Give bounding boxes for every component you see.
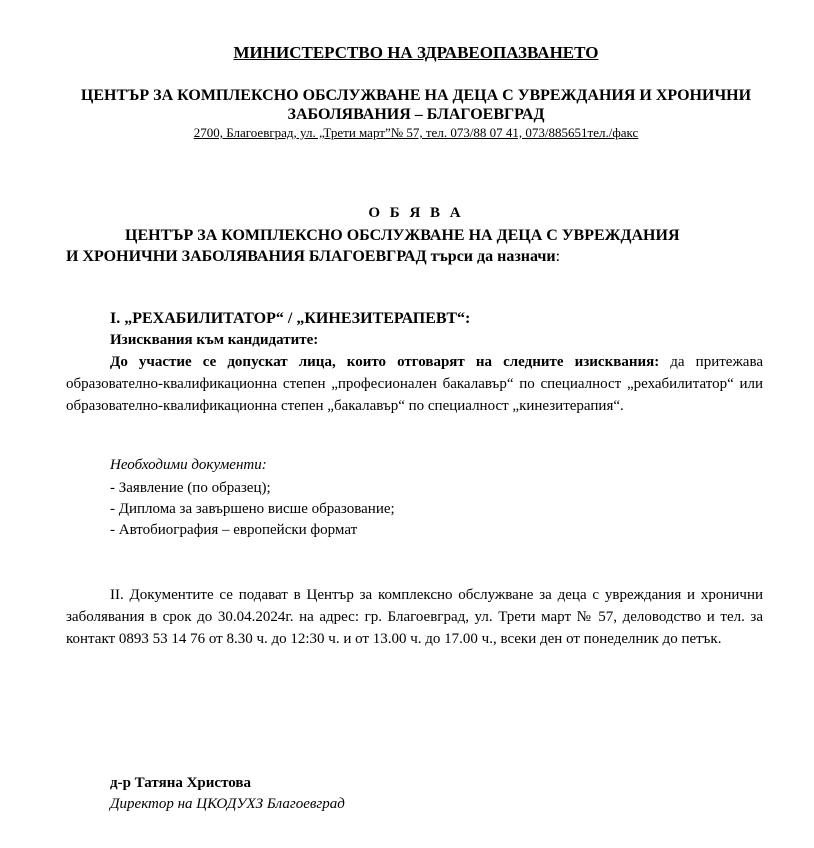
notice-line-2-text: И ХРОНИЧНИ ЗАБОЛЯВАНИЯ БЛАГОЕВГРАД търси да назначи — [66, 248, 556, 265]
ministry-title: МИНИСТЕРСТВО НА ЗДРАВЕОПАЗВАНЕТО — [233, 43, 599, 62]
notice-line-1: ЦЕНТЪР ЗА КОМПЛЕКСНО ОБСЛУЖВАНЕ НА ДЕЦА С УВРЕЖДАНИЯ — [125, 227, 680, 244]
signatory-name: д-р Татяна Христова — [110, 775, 251, 791]
signatory-role: Директор на ЦКОДУХЗ Благоевград — [110, 796, 345, 812]
notice-line-2-colon: : — [555, 248, 561, 265]
requirements-text: да притежава образователно-квалификационна степен „професионален бакалавър“ по специалност „рехабилитатор“ или образователно-квалификационна степен „бакалавър“ по специалност „кинезитерапия“. — [66, 354, 764, 414]
submission-paragraph: II. Документите се подават в Център за комплексно обслужване за деца с увреждания и хронични заболявания в срок до 30.04.2024г. на адрес: гр. Благоевград, ул. Трети март № 57, деловодство и тел. за контакт 0893 53 14 76 от 8.30 ч. до 12:30 ч. и от 13.00 ч. до 17.00 ч., всеки ден от понеделник до петък. — [66, 587, 763, 647]
notice-title: О Б Я В А — [368, 205, 464, 221]
position-title: I. „РЕХАБИЛИТАТОР“ / „КИНЕЗИТЕРАПЕВТ“: — [110, 310, 471, 327]
requirements-lead: До участие се допускат лица, които отговарят на следните изисквания: — [110, 354, 660, 370]
document-item: - Заявление (по образец); — [110, 480, 271, 496]
document-item: - Диплома за завършено висше образование; — [110, 501, 395, 517]
requirements-heading: Изисквания към кандидатите: — [110, 332, 319, 348]
documents-heading: Необходими документи: — [110, 457, 267, 473]
requirements-paragraph — [66, 351, 763, 417]
center-name: ЦЕНТЪР ЗА КОМПЛЕКСНО ОБСЛУЖВАНЕ НА ДЕЦА С УВРЕЖДАНИЯ И ХРОНИЧНИ ЗАБОЛЯВАНИЯ – БЛАГОЕВГРАД — [80, 87, 752, 123]
center-address: 2700, Благоевград, ул. „Трети март”№ 57, тел. 073/88 07 41, 073/885651тел./факс — [193, 125, 639, 140]
notice-line-2 — [66, 248, 560, 266]
document-item: - Автобиография – европейски формат — [110, 522, 358, 538]
